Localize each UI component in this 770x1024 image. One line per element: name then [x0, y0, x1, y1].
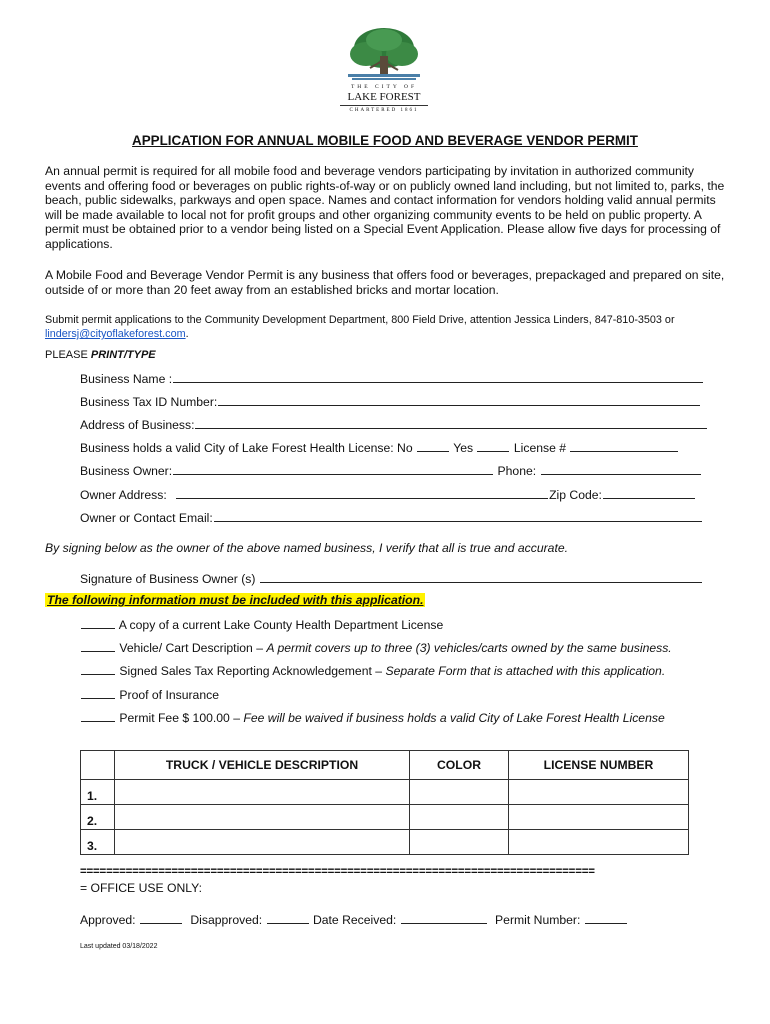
- checklist-text: A copy of a current Lake County Health Department License: [118, 618, 444, 632]
- office-use-label: = OFFICE USE ONLY:: [80, 881, 203, 895]
- zip-field[interactable]: [603, 487, 695, 499]
- checklist-item: [80, 687, 219, 702]
- office-fields-row: [80, 912, 628, 927]
- phone-field[interactable]: [541, 463, 701, 475]
- checklist-item: [80, 640, 672, 655]
- signature-label: Signature of Business Owner (s): [80, 572, 256, 586]
- submit-end: .: [185, 328, 189, 340]
- required-heading-text: The following information must be included with this application.: [47, 593, 424, 607]
- logo-line1: THE CITY OF: [350, 84, 418, 90]
- header-description: TRUCK / VEHICLE DESCRIPTION: [115, 751, 410, 780]
- license-number-cell[interactable]: [509, 780, 689, 805]
- address-label: Address of Business:: [80, 418, 195, 432]
- owner-address-label: Owner Address:: [80, 488, 167, 502]
- checklist-item: [80, 617, 443, 632]
- owner-address-field[interactable]: [176, 487, 548, 499]
- logo-line2: LAKE FOREST: [347, 91, 421, 103]
- color-cell[interactable]: [410, 805, 509, 830]
- row-number: 2.: [81, 805, 115, 830]
- email-field[interactable]: [214, 510, 702, 522]
- date-received-label: Date Received:: [312, 913, 397, 927]
- submit-text: Submit permit applications to the Community Development Department, 800 Field Drive, attention Jessica Linders, 847-810-3503 or: [45, 314, 675, 326]
- email-label: Owner or Contact Email:: [80, 511, 213, 525]
- address-field[interactable]: [195, 417, 707, 429]
- submit-instructions: [45, 313, 735, 341]
- logo-line3: CHARTERED 1861: [349, 108, 419, 113]
- checklist-note: A permit covers up to three (3) vehicles/carts owned by the same business.: [266, 641, 672, 655]
- permit-number-label: Permit Number:: [495, 913, 581, 927]
- row-number: 1.: [81, 780, 115, 805]
- vehicle-table: [80, 750, 689, 855]
- health-license-no-field[interactable]: [417, 440, 449, 452]
- row-number: 3.: [81, 830, 115, 855]
- verify-statement: By signing below as the owner of the above named business, I verify that all is true and accurate.: [45, 541, 569, 555]
- health-license-yes-field[interactable]: [477, 440, 509, 452]
- tax-id-row: [80, 394, 701, 409]
- owner-row: [80, 463, 702, 478]
- table-header-row: [81, 751, 689, 780]
- table-row: [81, 830, 689, 855]
- checklist-blank[interactable]: [81, 710, 115, 722]
- color-cell[interactable]: [410, 780, 509, 805]
- checklist-blank[interactable]: [81, 687, 115, 699]
- checklist-text: Signed Sales Tax Reporting Acknowledgement –: [119, 664, 386, 678]
- checklist-note: Fee will be waived if business holds a valid City of Lake Forest Health License: [243, 711, 665, 725]
- page-title: APPLICATION FOR ANNUAL MOBILE FOOD AND BEVERAGE VENDOR PERMIT: [132, 133, 638, 148]
- checklist-text: Proof of Insurance: [119, 688, 219, 702]
- date-received-field[interactable]: [401, 912, 487, 924]
- business-name-label: Business Name :: [80, 372, 173, 386]
- email-row: [80, 510, 703, 525]
- signature-field[interactable]: [260, 571, 702, 583]
- description-cell[interactable]: [115, 830, 410, 855]
- table-row: [81, 780, 689, 805]
- phone-label: Phone:: [497, 464, 537, 478]
- intro-paragraph: An annual permit is required for all mobile food and beverage vendors participating by invitation in authorized community events and offering food or beverages on public rights-of-way or on publicly owned land including, but not limited to, parks, the beach, public sidewalks, parkways and open space. Names and contact information for vendors holding valid annual permits will be made available to local not for profit groups and other organizing community events to be held on public property. A permit must be obtained prior to a vendor being listed on a Special Event Application. Please allow five days for processing of applications.: [45, 164, 725, 251]
- owner-label: Business Owner:: [80, 464, 173, 478]
- license-number-label: License #: [513, 441, 567, 455]
- license-number-cell[interactable]: [509, 830, 689, 855]
- table-row: [81, 805, 689, 830]
- print-instruction: [45, 349, 156, 361]
- checklist-blank[interactable]: [81, 663, 115, 675]
- print-type-emph: PRINT/TYPE: [90, 349, 156, 361]
- owner-field[interactable]: [173, 463, 493, 475]
- checklist-blank[interactable]: [81, 617, 115, 629]
- disapproved-label: Disapproved:: [190, 913, 263, 927]
- business-name-field[interactable]: [173, 371, 703, 383]
- license-number-cell[interactable]: [509, 805, 689, 830]
- definition-paragraph: A Mobile Food and Beverage Vendor Permit is any business that offers food or beverages, prepackaged and prepared on site, outside of or more than 20 feet away from an established bricks and mortar location.: [45, 268, 725, 297]
- disapproved-field[interactable]: [267, 912, 309, 924]
- health-license-row: [80, 440, 679, 455]
- email-link[interactable]: lindersj@cityoflakeforest.com: [45, 328, 186, 340]
- color-cell[interactable]: [410, 830, 509, 855]
- last-updated: Last updated 03/18/2022: [80, 943, 158, 950]
- checklist-blank[interactable]: [81, 640, 115, 652]
- checklist-note: Separate Form that is attached with this application.: [385, 664, 666, 678]
- checklist-text: Permit Fee $ 100.00 –: [119, 711, 244, 725]
- checklist-item: [80, 663, 665, 678]
- tax-id-field[interactable]: [218, 394, 700, 406]
- health-license-yes-label: Yes: [453, 441, 474, 455]
- please-prefix: PLEASE: [45, 349, 91, 361]
- header-license-number: LICENSE NUMBER: [509, 751, 689, 780]
- approved-label: Approved:: [80, 913, 136, 927]
- header-color: COLOR: [410, 751, 509, 780]
- business-name-row: [80, 371, 704, 386]
- owner-address-row: [80, 487, 696, 502]
- checklist-item: [80, 710, 665, 725]
- approved-field[interactable]: [140, 912, 182, 924]
- address-row: [80, 417, 708, 432]
- separator-line: ===============================================================================: [80, 866, 595, 878]
- tax-id-label: Business Tax ID Number:: [80, 395, 218, 409]
- health-license-label: Business holds a valid City of Lake Forest Health License: No: [80, 441, 413, 455]
- city-logo: [340, 26, 428, 120]
- checklist-text: Vehicle/ Cart Description –: [119, 641, 267, 655]
- description-cell[interactable]: [115, 805, 410, 830]
- license-number-field[interactable]: [570, 440, 678, 452]
- header-num-cell: [81, 751, 115, 780]
- permit-number-field[interactable]: [585, 912, 627, 924]
- required-heading: [45, 593, 425, 607]
- zip-label: Zip Code:: [549, 488, 602, 502]
- description-cell[interactable]: [115, 780, 410, 805]
- logo-divider: [340, 105, 428, 106]
- signature-row: [80, 571, 703, 586]
